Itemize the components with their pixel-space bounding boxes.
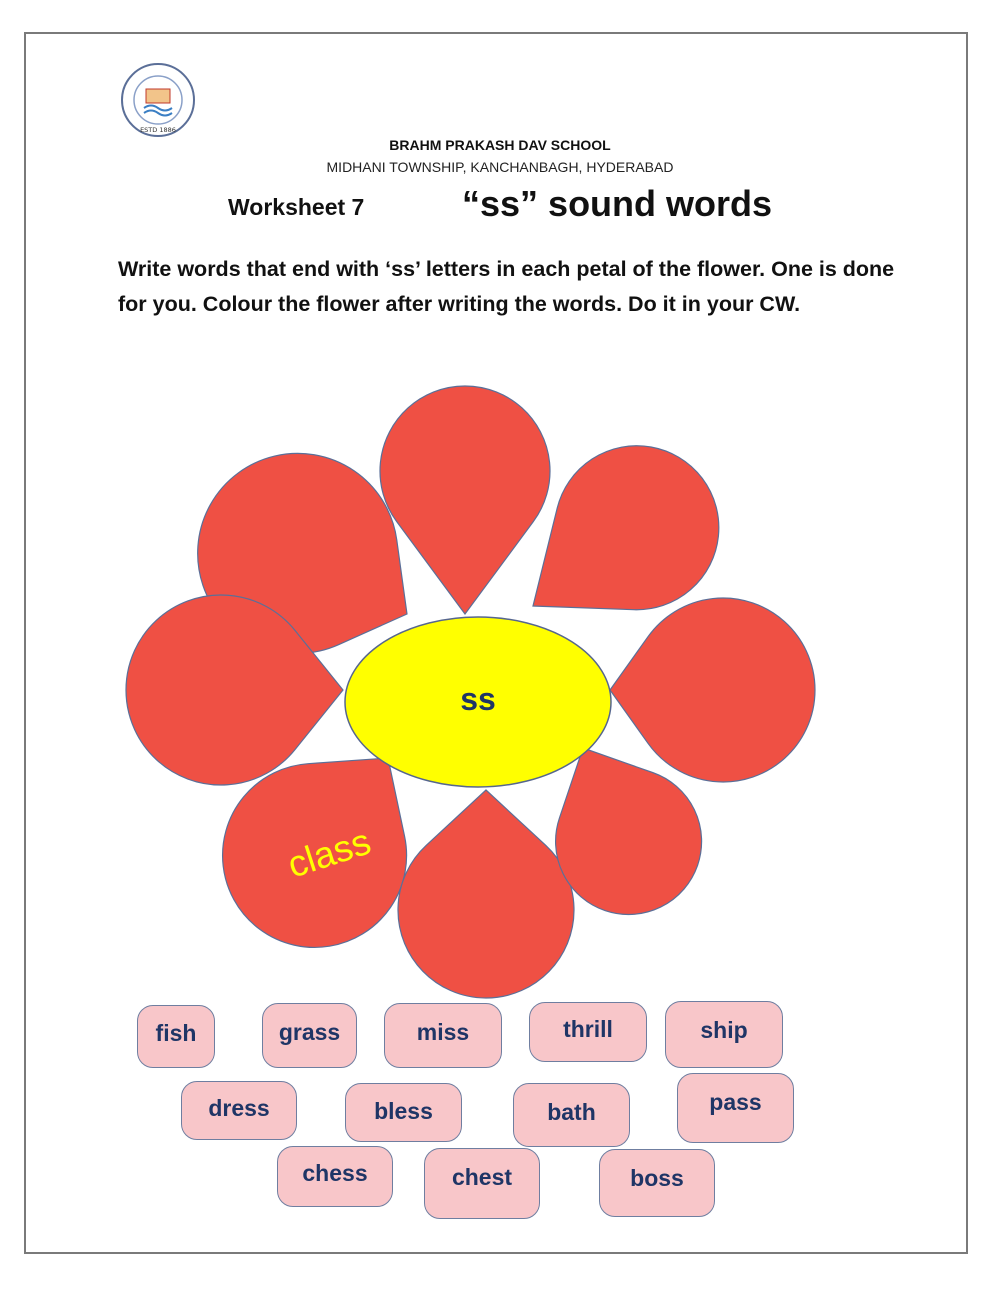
logo-text: ESTD 1886 — [140, 126, 176, 134]
word-tile[interactable] — [513, 1083, 630, 1147]
word-tile[interactable] — [424, 1148, 540, 1219]
word-tile[interactable] — [665, 1001, 783, 1068]
school-name: BRAHM PRAKASH DAV SCHOOL — [389, 137, 611, 153]
worksheet-title: “ss” sound words — [462, 183, 773, 224]
word-tile-label: chest — [451, 1164, 513, 1190]
word-tile-label: miss — [416, 1019, 470, 1045]
word-tile[interactable] — [345, 1083, 462, 1142]
instructions-text: Write words that end with ‘ss’ letters in each petal of the flower. One is done for you. Colour the flower after writing the words. Do it in your CW. — [118, 257, 895, 316]
word-tile-label: bless — [374, 1098, 433, 1124]
word-tile[interactable] — [137, 1005, 215, 1068]
word-tile-label: boss — [630, 1165, 684, 1191]
flower-petal[interactable] — [398, 790, 574, 998]
word-tile[interactable] — [262, 1003, 357, 1068]
word-tile-label: ship — [700, 1017, 748, 1043]
example-word: class — [282, 820, 376, 886]
school-address: MIDHANI TOWNSHIP, KANCHANBAGH, HYDERABAD — [326, 159, 674, 175]
word-tile[interactable] — [181, 1081, 297, 1140]
worksheet-number: Worksheet 7 — [228, 194, 365, 220]
word-tile-label: pass — [709, 1089, 762, 1115]
flower-petal[interactable] — [610, 598, 815, 782]
word-tile-label: bath — [547, 1099, 596, 1125]
word-tile-label: fish — [155, 1020, 197, 1046]
word-tile[interactable] — [529, 1002, 647, 1062]
word-tile-label: chess — [302, 1160, 368, 1186]
flower-petal[interactable] — [380, 386, 550, 614]
word-tile-label: dress — [208, 1095, 270, 1121]
word-tile[interactable] — [277, 1146, 393, 1207]
word-tile[interactable] — [384, 1003, 502, 1068]
flower-center-label: ss — [460, 681, 496, 717]
word-tile[interactable] — [599, 1149, 715, 1217]
word-tile-label: grass — [278, 1019, 341, 1045]
word-tile-label: thrill — [563, 1016, 613, 1042]
word-tile[interactable] — [677, 1073, 794, 1143]
